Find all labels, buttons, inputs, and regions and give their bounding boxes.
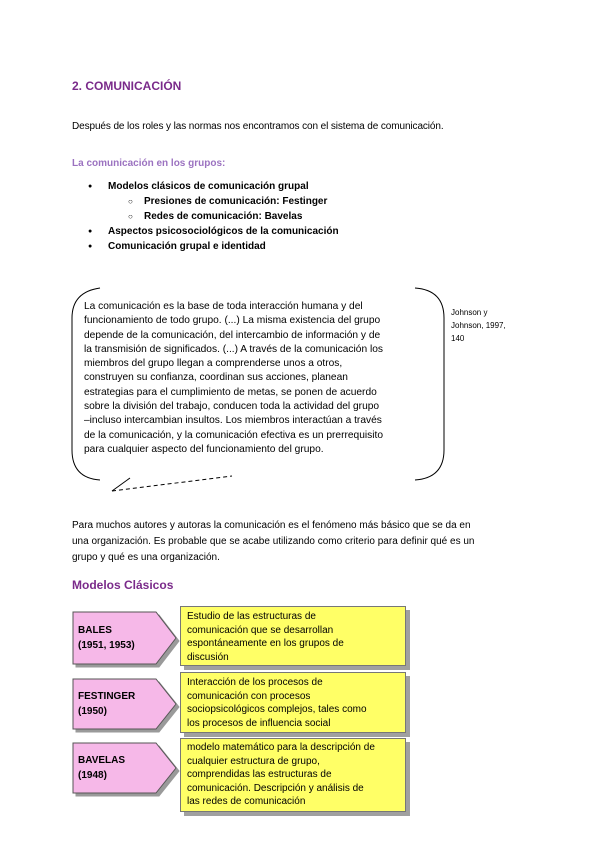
model-label-bales xyxy=(78,623,135,653)
desc-line: sociopsicológicos complejos, tales como xyxy=(187,704,367,715)
desc-line: espontáneamente en los grupos de xyxy=(187,638,344,649)
quote-line: miembros del grupo llegan a comprenderse unos a otros, xyxy=(84,358,343,370)
quote-line: sobre la división del trabajo, conducen toda la actividad del grupo xyxy=(84,401,380,413)
desc-line: comunicación que se desarrollan xyxy=(187,624,334,636)
bullet-item: ● Aspectos psicosociológicos de la comunicación xyxy=(72,224,339,239)
desc-line: las redes de comunicación xyxy=(187,796,306,807)
quote-line: depende de la comunicación, del intercambio de información y de xyxy=(84,329,381,341)
subheading: La comunicación en los grupos: xyxy=(72,158,226,169)
model-years: (1951, 1953) xyxy=(78,640,135,651)
model-name: FESTINGER xyxy=(78,691,136,702)
intro-text: Después de los roles y las normas nos encontramos con el sistema de comunicación. xyxy=(72,121,444,132)
sub-bullet-item: ○ Presiones de comunicación: Festinger xyxy=(72,194,339,209)
model-desc-box-festinger xyxy=(180,672,406,733)
model-name: BAVELAS xyxy=(78,755,126,766)
quote-line: construyen su confianza, coordinan sus acciones, planean xyxy=(84,372,348,384)
desc-line: comunicación con procesos xyxy=(187,690,311,702)
citation-line: 140 xyxy=(451,334,465,343)
model-name: BALES xyxy=(78,625,112,636)
bullet-item: ● Modelos clásicos de comunicación grupal xyxy=(72,179,339,194)
desc-line: comprendidas las estructuras de xyxy=(187,769,332,780)
model-desc-box-bales xyxy=(180,606,406,666)
model-years: (1950) xyxy=(78,706,107,717)
model-label-festinger xyxy=(78,689,135,719)
desc-line: comunicación. Descripción y análisis de xyxy=(187,782,364,794)
bullet-item: ● Comunicación grupal e identidad xyxy=(72,239,339,254)
desc-line: los procesos de influencia social xyxy=(187,717,331,729)
paragraph-line: Para muchos autores y autoras la comunicación es el fenómeno más básico que se da en xyxy=(72,520,471,531)
model-desc-box-bavelas xyxy=(180,738,406,812)
quote-line: –incluso intercambian insultos. Los miembros interactúan a través xyxy=(84,415,382,427)
model-years: (1948) xyxy=(78,770,107,781)
desc-line: discusión xyxy=(187,651,229,663)
desc-line: cualquier estructura de grupo, xyxy=(187,755,320,767)
model-label-bavelas xyxy=(78,753,125,783)
desc-line: modelo matemático para la descripción de xyxy=(187,742,375,753)
desc-line: Estudio de las estructuras de xyxy=(187,611,316,622)
quote-line: de la comunicación, y la comunicación efectiva es un prerrequisito xyxy=(84,429,383,441)
quote-line: estrategias para el cumplimiento de metas, se ponen de acuerdo xyxy=(84,386,377,398)
models-title: Modelos Clásicos xyxy=(72,578,174,592)
quote-line: funcionamiento de todo grupo. (...) La misma existencia del grupo xyxy=(84,315,381,327)
desc-line: Interacción de los procesos de xyxy=(187,677,323,688)
sub-bullet-item: ○ Redes de comunicación: Bavelas xyxy=(72,209,339,224)
quote-line: La comunicación es la base de toda interacción humana y del xyxy=(84,301,363,312)
paragraph-line: grupo y qué es una organización. xyxy=(72,552,220,563)
citation-line: Johnson y xyxy=(451,308,488,317)
section-title: 2. COMUNICACIÓN xyxy=(72,79,182,93)
paragraph-line: una organización. Es probable que se acabe utilizando como criterio para definir qué es un xyxy=(72,536,475,547)
quote-line: la transmisión de significados. (...) A través de la comunicación los xyxy=(84,343,383,355)
quote-line: para cualquier aspecto del funcionamiento del grupo. xyxy=(84,443,324,455)
citation-line: Johnson, 1997, xyxy=(451,321,506,330)
